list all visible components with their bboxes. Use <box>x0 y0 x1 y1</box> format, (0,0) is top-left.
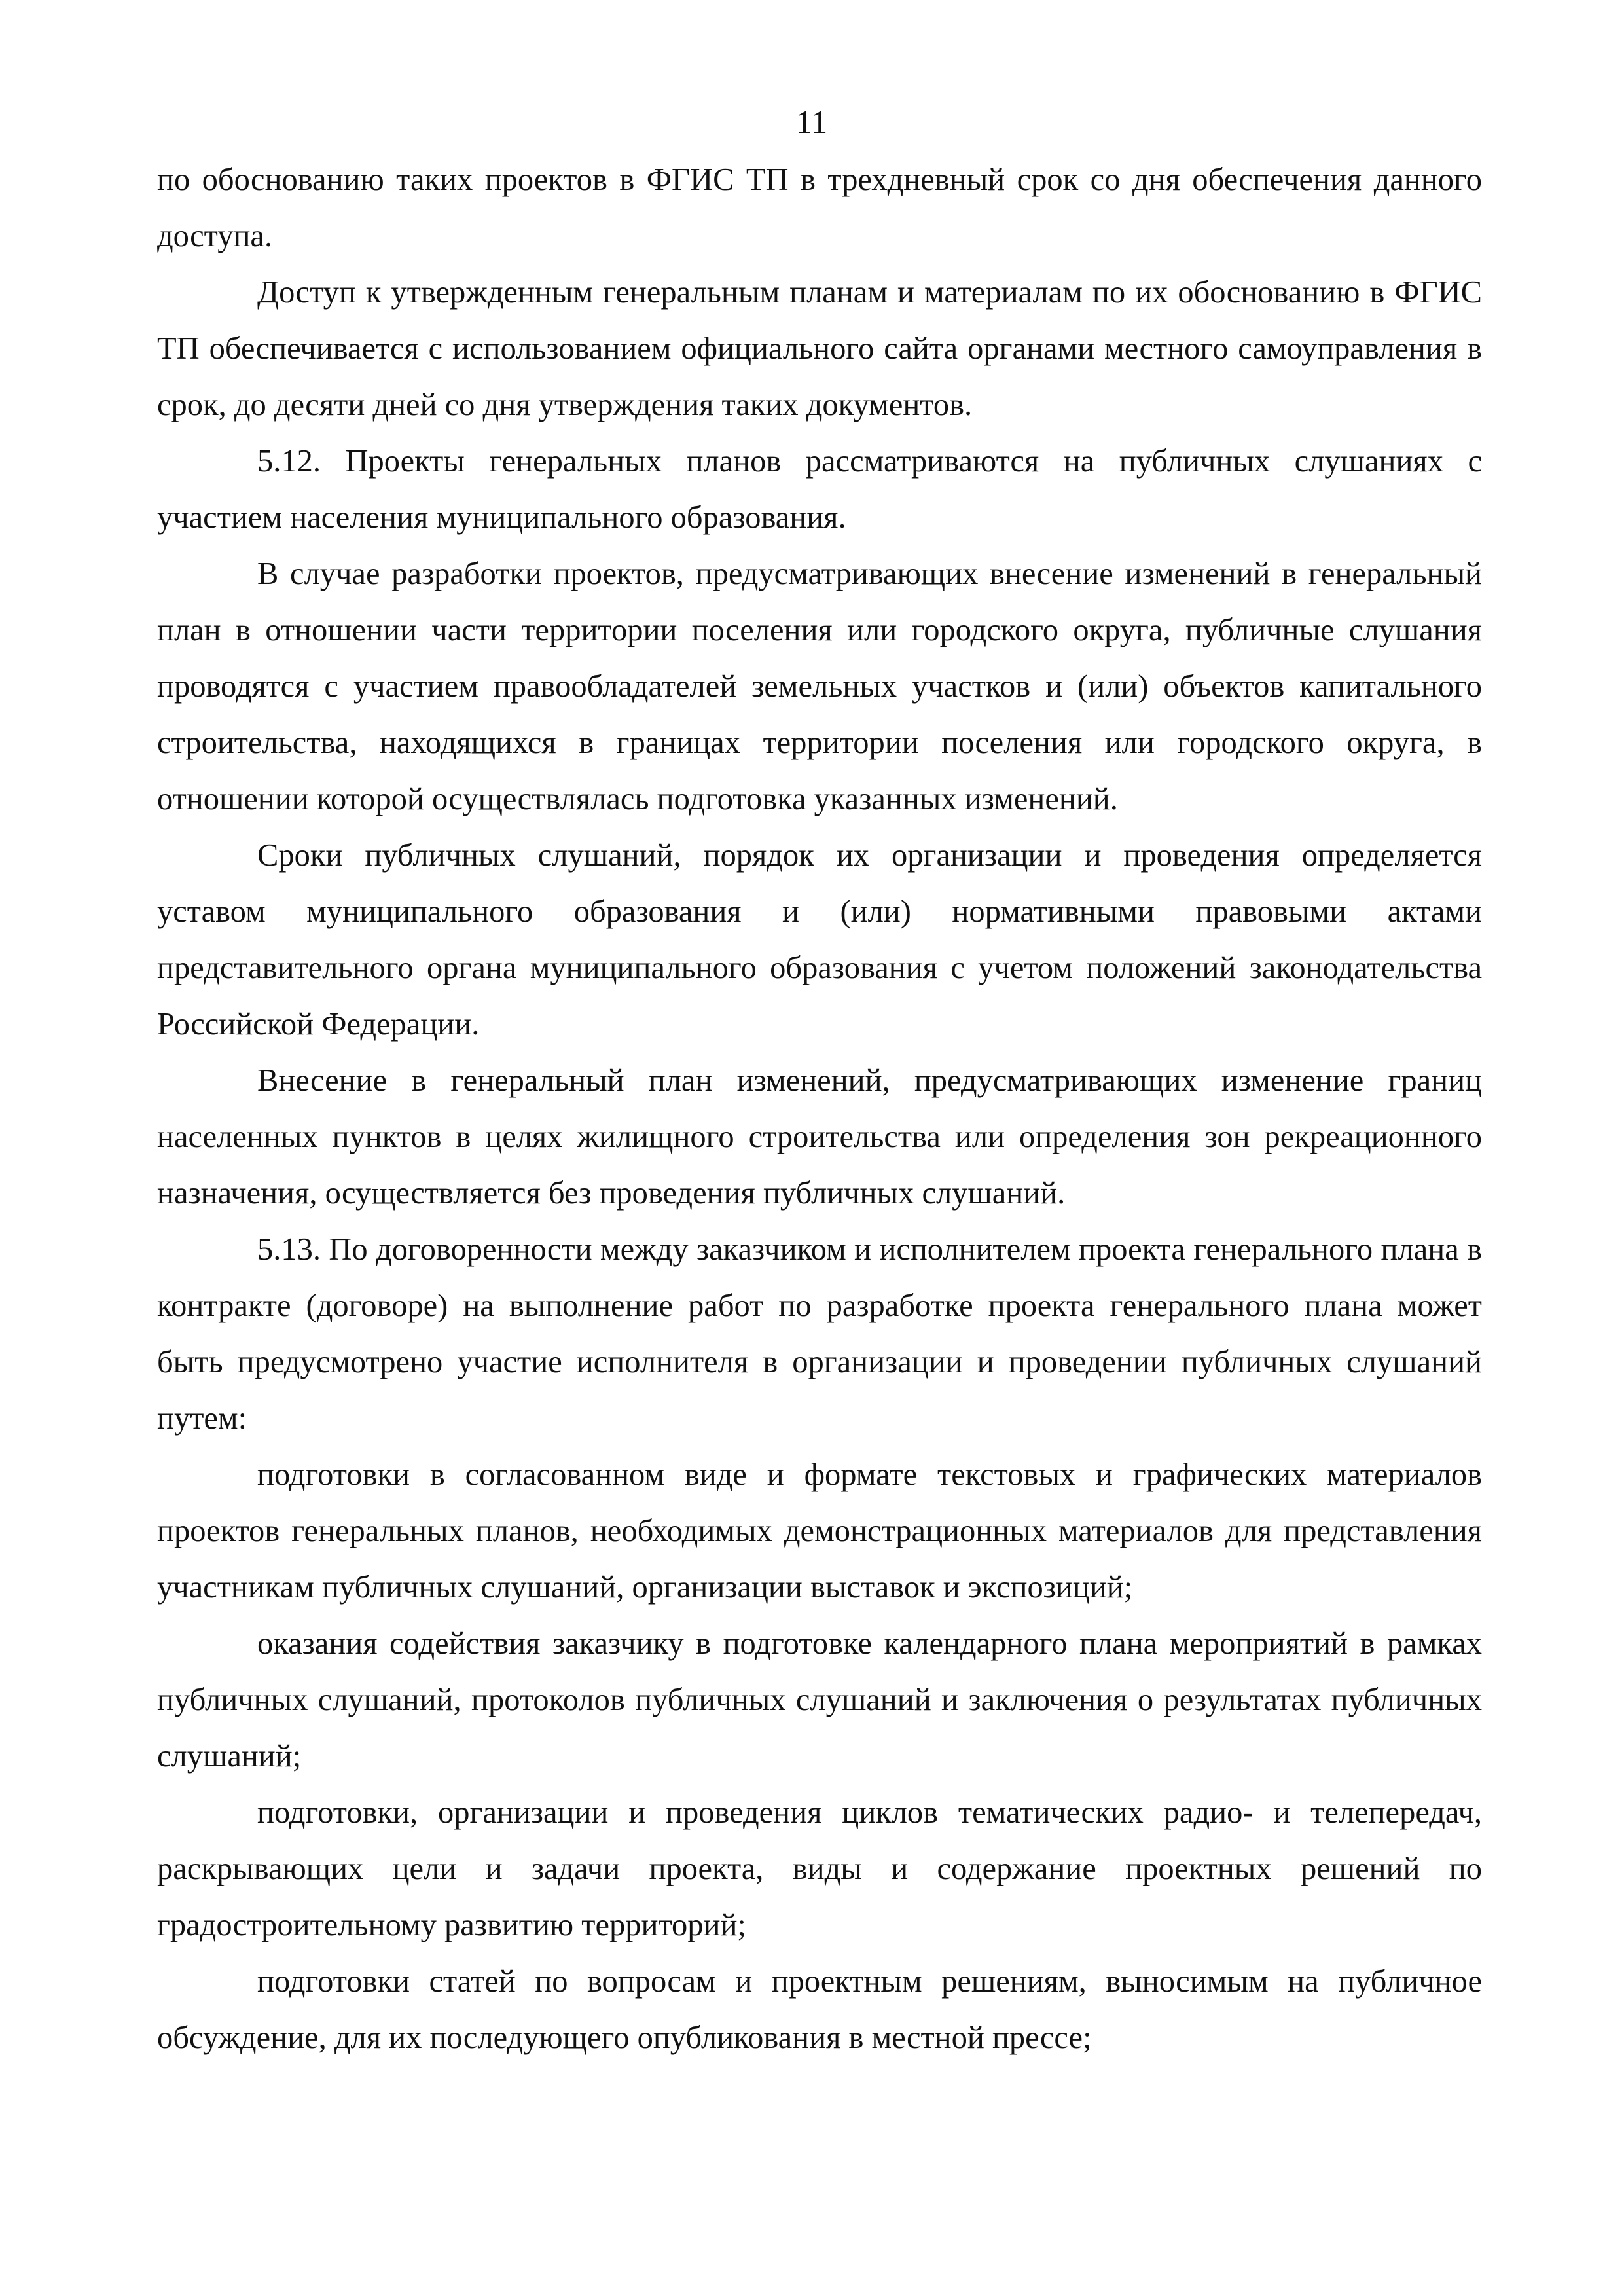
paragraph-hearing-terms: Сроки публичных слушаний, порядок их организации и проведения определяется уставом муниципального образования и (или) нормативными правовыми актами представительного органа муниципального образования с учетом положений законодательства Российской Федерации. <box>157 838 1482 1042</box>
page-number: 11 <box>795 103 828 140</box>
paragraph-5-12: 5.12. Проекты генеральных планов рассматриваются на публичных слушаниях с участием населения муниципального образования. <box>157 444 1482 535</box>
list-item-assistance: оказания содействия заказчику в подготовке календарного плана мероприятий в рамках публичных слушаний, протоколов публичных слушаний и заключения о результатах публичных слушаний; <box>157 1626 1482 1774</box>
list-item-materials: подготовки в согласованном виде и формате текстовых и графических материалов проектов генеральных планов, необходимых демонстрационных материалов для представления участникам публичных слушаний, организации выставок и экспозиций; <box>157 1457 1482 1605</box>
paragraph-5-13: 5.13. По договоренности между заказчиком и исполнителем проекта генерального плана в контракте (договоре) на выполнение работ по разработке проекта генерального плана может быть предусмотрено участие исполнителя в организации и проведении публичных слушаний путем: <box>157 1232 1482 1436</box>
list-item-broadcasts: подготовки, организации и проведения циклов тематических радио- и телепередач, раскрывающих цели и задачи проекта, виды и содержание проектных решений по градостроительному развитию территорий; <box>157 1795 1482 1942</box>
list-item-articles: подготовки статей по вопросам и проектным решениям, выносимым на публичное обсуждение, для их последующего опубликования в местной прессе; <box>157 1964 1482 2055</box>
document-body <box>157 152 1482 2066</box>
paragraph-changes-hearings: В случае разработки проектов, предусматривающих внесение изменений в генеральный план в отношении части территории поселения или городского округа, публичные слушания проводятся с участием правообладателей земельных участков и (или) объектов капитального строительства, находящихся в границах территории поселения или городского округа, в отношении которой осуществлялась подготовка указанных изменений. <box>157 556 1482 816</box>
paragraph-without-hearings: Внесение в генеральный план изменений, предусматривающих изменение границ населенных пунктов в целях жилищного строительства или определения зон рекреационного назначения, осуществляется без проведения публичных слушаний. <box>157 1063 1482 1211</box>
paragraph-continuation: по обоснованию таких проектов в ФГИС ТП в трехдневный срок со дня обеспечения данного доступа. <box>157 162 1482 253</box>
paragraph-access-approved-plans: Доступ к утвержденным генеральным планам и материалам по их обоснованию в ФГИС ТП обеспечивается с использованием официального сайта органами местного самоуправления в срок, до десяти дней со дня утверждения таких документов. <box>157 275 1482 422</box>
